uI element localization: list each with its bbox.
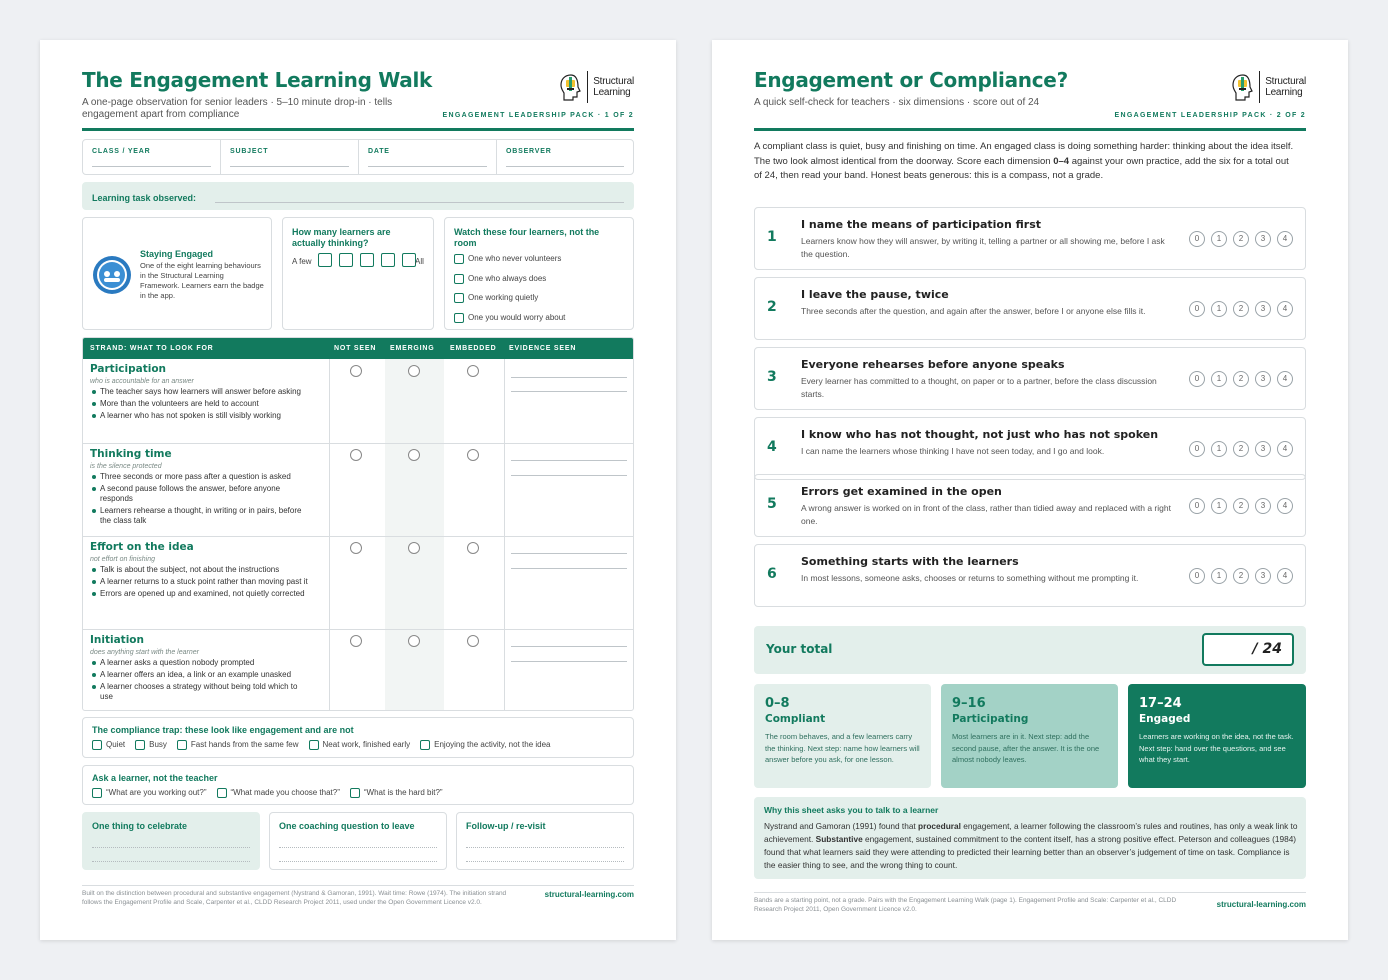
header-embedded: EMBEDDED xyxy=(450,345,497,352)
head-bulb-icon xyxy=(1231,72,1255,102)
ask-item[interactable]: “What is the hard bit?” xyxy=(350,788,443,798)
why-title: Why this sheet asks you to talk to a learner xyxy=(764,805,939,815)
ask-item[interactable]: “What made you choose that?” xyxy=(217,788,340,798)
item-description: Three seconds after the question, and again after the answer, before I or anyone else fills it. xyxy=(801,306,1146,316)
self-check-item xyxy=(754,347,1306,410)
logo-line-1: Structural xyxy=(593,76,634,87)
footer-note: Built on the distinction between procedural and substantive engagement (Nystrand & Gamoran, 1991). Wait time: Rowe (1974). The initiation strand follows the Engagement Profile and Scale, Carpenter et al., CLDD Research Project 2011, used under the Open Government Licence v2.0. xyxy=(82,890,507,906)
score-options xyxy=(1183,441,1293,457)
celebrate-box[interactable]: One thing to celebrate xyxy=(82,812,260,870)
why-box xyxy=(754,797,1306,879)
total-value: / 24 xyxy=(1252,641,1282,657)
score-options xyxy=(1183,301,1293,317)
total-label: Your total xyxy=(766,642,833,656)
score-option[interactable]: 4 xyxy=(1277,498,1293,514)
footer-note: Bands are a starting point, not a grade. Pairs with the Engagement Learning Walk (page 1). Engagement Profile and Scale: Carpenter et al., CLDD Research Project 2011, Open Government Licence v2.0. xyxy=(754,897,1177,913)
walk-page xyxy=(40,40,676,940)
class-year-field[interactable]: CLASS / YEAR xyxy=(83,140,221,174)
score-option[interactable]: 2 xyxy=(1233,231,1249,247)
trap-list xyxy=(92,740,551,750)
self-check-page xyxy=(712,40,1348,940)
page-title: Engagement or Compliance? xyxy=(754,68,1068,92)
strand-effort: Effort on the idea not effort on finishing Talk is about the subject, not about the instructions A learner returns to a stuck point rather than moving past it Errors are opened up and examined, not quietly corrected xyxy=(83,536,634,629)
trap-item[interactable]: Quiet xyxy=(92,740,125,750)
evidence-line[interactable] xyxy=(511,568,627,569)
strand-participation: Participation who is accountable for an answer The teacher says how learners will answer before asking More than the volunteers are held to account A learner who has not spoken is still visibly working xyxy=(83,359,634,443)
embedded-radio[interactable] xyxy=(467,449,479,461)
not-seen-radio[interactable] xyxy=(350,365,362,377)
score-option[interactable]: 0 xyxy=(1189,301,1205,317)
item-title: I leave the pause, twice xyxy=(801,288,949,301)
watch-item[interactable]: One working quietly xyxy=(454,293,565,313)
not-seen-radio[interactable] xyxy=(350,635,362,647)
coaching-question-box[interactable]: One coaching question to leave xyxy=(269,812,447,870)
total-bar xyxy=(754,626,1306,674)
trap-item[interactable]: Enjoying the activity, not the idea xyxy=(420,740,550,750)
item-number: 3 xyxy=(767,369,777,385)
scale-box-5[interactable] xyxy=(402,253,416,267)
title-rule xyxy=(754,128,1306,131)
evidence-line[interactable] xyxy=(511,460,627,461)
total-input[interactable] xyxy=(1202,633,1294,666)
intro-paragraph: A compliant class is quiet, busy and finishing on time. An engaged class is doing something harder: thinking about the idea itself. The two look almost identical from the doorway. Score each dimension 0–4 against your own practice, add the six for a total out of 24, then read your band. Honest beats generous: this is a compass, not a grade. xyxy=(754,141,1294,181)
watch-list xyxy=(454,254,565,332)
page-subtitle: A quick self-check for teachers · six dimensions · score out of 24 xyxy=(754,97,1040,108)
watch-item[interactable]: One you would worry about xyxy=(454,313,565,333)
score-option[interactable]: 1 xyxy=(1211,498,1227,514)
evidence-line[interactable] xyxy=(511,661,627,662)
staying-engaged-badge-icon xyxy=(92,255,132,295)
footer xyxy=(82,885,634,906)
item-title: Errors get examined in the open xyxy=(801,485,1002,498)
title-rule xyxy=(82,128,634,131)
header-emerging: EMERGING xyxy=(390,345,435,352)
score-option[interactable]: 1 xyxy=(1211,568,1227,584)
head-bulb-icon xyxy=(559,72,583,102)
self-check-item xyxy=(754,417,1306,480)
pack-label: ENGAGEMENT LEADERSHIP PACK · 2 OF 2 xyxy=(1114,112,1306,119)
score-option[interactable]: 4 xyxy=(1277,301,1293,317)
evidence-line[interactable] xyxy=(511,646,627,647)
score-option[interactable]: 3 xyxy=(1255,498,1271,514)
footer xyxy=(754,892,1306,913)
compliance-trap-title: The compliance trap: these look like engagement and are not xyxy=(92,725,354,735)
score-options xyxy=(1183,568,1293,584)
checkbox[interactable] xyxy=(454,274,464,284)
details-fields xyxy=(82,139,634,175)
strand-thinking-time: Thinking time is the silence protected Three seconds or more pass after a question is asked A second pause follows the answer, before anyone responds Learners rehearse a thought, in writing or in pairs, before the class talk xyxy=(83,443,634,536)
emerging-radio[interactable] xyxy=(408,635,420,647)
item-number: 1 xyxy=(767,229,777,245)
item-title: I name the means of participation first xyxy=(801,218,1042,231)
score-option[interactable]: 4 xyxy=(1277,441,1293,457)
trap-item[interactable]: Busy xyxy=(135,740,167,750)
band-compliant: 0–8 Compliant The room behaves, and a few learners carry the thinking. Next step: name how learners will answer before you ask, for one lesson. xyxy=(754,684,931,788)
score-option[interactable]: 3 xyxy=(1255,301,1271,317)
evidence-line[interactable] xyxy=(511,475,627,476)
score-options xyxy=(1183,498,1293,514)
score-option[interactable]: 2 xyxy=(1233,568,1249,584)
self-check-item xyxy=(754,277,1306,340)
footer-url[interactable]: structural-learning.com xyxy=(544,890,634,899)
badge-title: Staying Engaged xyxy=(140,249,214,259)
compliance-trap-box xyxy=(82,717,634,758)
badge-box xyxy=(82,217,272,330)
logo-line-2: Learning xyxy=(593,87,631,98)
ask-list xyxy=(92,788,443,798)
checkbox[interactable] xyxy=(454,293,464,303)
scale-box-1[interactable] xyxy=(318,253,332,267)
score-option[interactable]: 1 xyxy=(1211,231,1227,247)
emerging-radio[interactable] xyxy=(408,542,420,554)
ask-learner-box xyxy=(82,765,634,805)
observer-field[interactable]: OBSERVER xyxy=(497,140,633,174)
score-option[interactable]: 3 xyxy=(1255,371,1271,387)
logo-line-1: Structural xyxy=(1265,76,1306,87)
page-subtitle: A one-page observation for senior leaders · 5–10 minute drop-in · tells engagement apart from compliance xyxy=(82,97,393,120)
score-option[interactable]: 3 xyxy=(1255,231,1271,247)
scale-box-3[interactable] xyxy=(360,253,374,267)
header-not-seen: NOT SEEN xyxy=(334,345,377,352)
why-text: Nystrand and Gamoran (1991) found that procedural engagement, a learner following the classroom’s rules and routines, has only a weak link to achievement. Substantive engagement, sustained commitment to the content itself, has a strong positive effect. Peterson and colleagues (1984) found that what learners said they were attending to predicted their learning better than an observer’s judgement of time on task. Compliance is the easier thing to see, and the wrong thing to count. xyxy=(764,821,1298,870)
item-number: 2 xyxy=(767,299,777,315)
evidence-line[interactable] xyxy=(511,377,627,378)
band-engaged: 17–24 Engaged Learners are working on the idea, not the task. Next step: hand over the questions, and see what they start. xyxy=(1128,684,1306,788)
logo xyxy=(559,70,634,104)
header-evidence: EVIDENCE SEEN xyxy=(509,345,577,352)
item-description: Every learner has committed to a thought, on paper or to a partner, before the class discussion starts. xyxy=(801,376,1157,399)
evidence-line[interactable] xyxy=(511,391,627,392)
score-option[interactable]: 1 xyxy=(1211,441,1227,457)
watch-learners-title: Watch these four learners, not the room xyxy=(454,227,600,248)
score-option[interactable]: 2 xyxy=(1233,441,1249,457)
item-description: Learners know how they will answer, by writing it, telling a partner or all showing me, before I ask the question. xyxy=(801,236,1165,259)
band-participating: 9–16 Participating Most learners are in it. Next step: add the second pause, after the answer. It is the one almost nobody leaves. xyxy=(941,684,1118,788)
score-option[interactable]: 2 xyxy=(1233,498,1249,514)
item-description: I can name the learners whose thinking I have not seen today, and I go and look. xyxy=(801,446,1105,456)
trap-item[interactable]: Neat work, finished early xyxy=(309,740,411,750)
embedded-radio[interactable] xyxy=(467,542,479,554)
logo-line-2: Learning xyxy=(1265,87,1303,98)
watch-item[interactable]: One who always does xyxy=(454,274,565,294)
thinking-scale xyxy=(318,253,416,267)
score-option[interactable]: 4 xyxy=(1277,371,1293,387)
logo xyxy=(1231,70,1306,104)
header-strand: STRAND: WHAT TO LOOK FOR xyxy=(90,345,214,352)
strand-table xyxy=(82,337,634,711)
score-options xyxy=(1183,371,1293,387)
item-number: 6 xyxy=(767,566,777,582)
watch-item[interactable]: One who never volunteers xyxy=(454,254,565,274)
score-option[interactable]: 4 xyxy=(1277,231,1293,247)
thinking-count-title: How many learners are actually thinking? xyxy=(292,227,391,248)
scale-low-label: A few xyxy=(292,257,312,266)
item-description: In most lessons, someone asks, chooses or returns to something without me prompting it. xyxy=(801,573,1139,583)
checkbox[interactable] xyxy=(454,254,464,264)
score-option[interactable]: 1 xyxy=(1211,301,1227,317)
self-check-item xyxy=(754,207,1306,270)
score-option[interactable]: 0 xyxy=(1189,231,1205,247)
strand-initiation: Initiation does anything start with the learner A learner asks a question nobody prompted A learner offers an idea, a link or an example unasked A learner chooses a strategy without being told which to use xyxy=(83,629,634,711)
score-option[interactable]: 0 xyxy=(1189,371,1205,387)
follow-up-box[interactable]: Follow-up / re-visit xyxy=(456,812,634,870)
not-seen-radio[interactable] xyxy=(350,542,362,554)
checkbox[interactable] xyxy=(454,313,464,323)
item-number: 4 xyxy=(767,439,777,455)
page-title: The Engagement Learning Walk xyxy=(82,68,433,92)
score-option[interactable]: 2 xyxy=(1233,301,1249,317)
score-option[interactable]: 1 xyxy=(1211,371,1227,387)
learning-task-field[interactable]: Learning task observed: xyxy=(82,182,634,210)
embedded-radio[interactable] xyxy=(467,635,479,647)
self-check-item xyxy=(754,544,1306,607)
scale-box-4[interactable] xyxy=(381,253,395,267)
thinking-count-box xyxy=(282,217,434,330)
score-options xyxy=(1183,231,1293,247)
trap-item[interactable]: Fast hands from the same few xyxy=(177,740,299,750)
score-option[interactable]: 3 xyxy=(1255,441,1271,457)
item-title: I know who has not thought, not just who has not spoken xyxy=(801,428,1159,441)
self-check-item xyxy=(754,474,1306,537)
embedded-radio[interactable] xyxy=(467,365,479,377)
not-seen-radio[interactable] xyxy=(350,449,362,461)
score-option[interactable]: 4 xyxy=(1277,568,1293,584)
scale-box-2[interactable] xyxy=(339,253,353,267)
watch-learners-box xyxy=(444,217,634,330)
score-option[interactable]: 0 xyxy=(1189,568,1205,584)
emerging-radio[interactable] xyxy=(408,365,420,377)
scale-high-label: All xyxy=(415,257,424,266)
item-description: A wrong answer is worked on in front of the class, rather than tidied away and replaced with a right one. xyxy=(801,503,1171,526)
score-option[interactable]: 0 xyxy=(1189,498,1205,514)
subject-field[interactable]: SUBJECT xyxy=(221,140,359,174)
score-option[interactable]: 0 xyxy=(1189,441,1205,457)
table-header xyxy=(83,338,634,359)
item-title: Something starts with the learners xyxy=(801,555,1019,568)
ask-learner-title: Ask a learner, not the teacher xyxy=(92,773,218,783)
badge-text: One of the eight learning behaviours in the Structural Learning Framework. Learners earn the badge in the app. xyxy=(140,261,264,300)
ask-item[interactable]: “What are you working out?” xyxy=(92,788,207,798)
date-field[interactable]: DATE xyxy=(359,140,497,174)
footer-url[interactable]: structural-learning.com xyxy=(1216,900,1306,909)
item-number: 5 xyxy=(767,496,777,512)
emerging-radio[interactable] xyxy=(408,449,420,461)
item-title: Everyone rehearses before anyone speaks xyxy=(801,358,1065,371)
score-option[interactable]: 3 xyxy=(1255,568,1271,584)
score-option[interactable]: 2 xyxy=(1233,371,1249,387)
pack-label: ENGAGEMENT LEADERSHIP PACK · 1 OF 2 xyxy=(442,112,634,119)
evidence-line[interactable] xyxy=(511,553,627,554)
